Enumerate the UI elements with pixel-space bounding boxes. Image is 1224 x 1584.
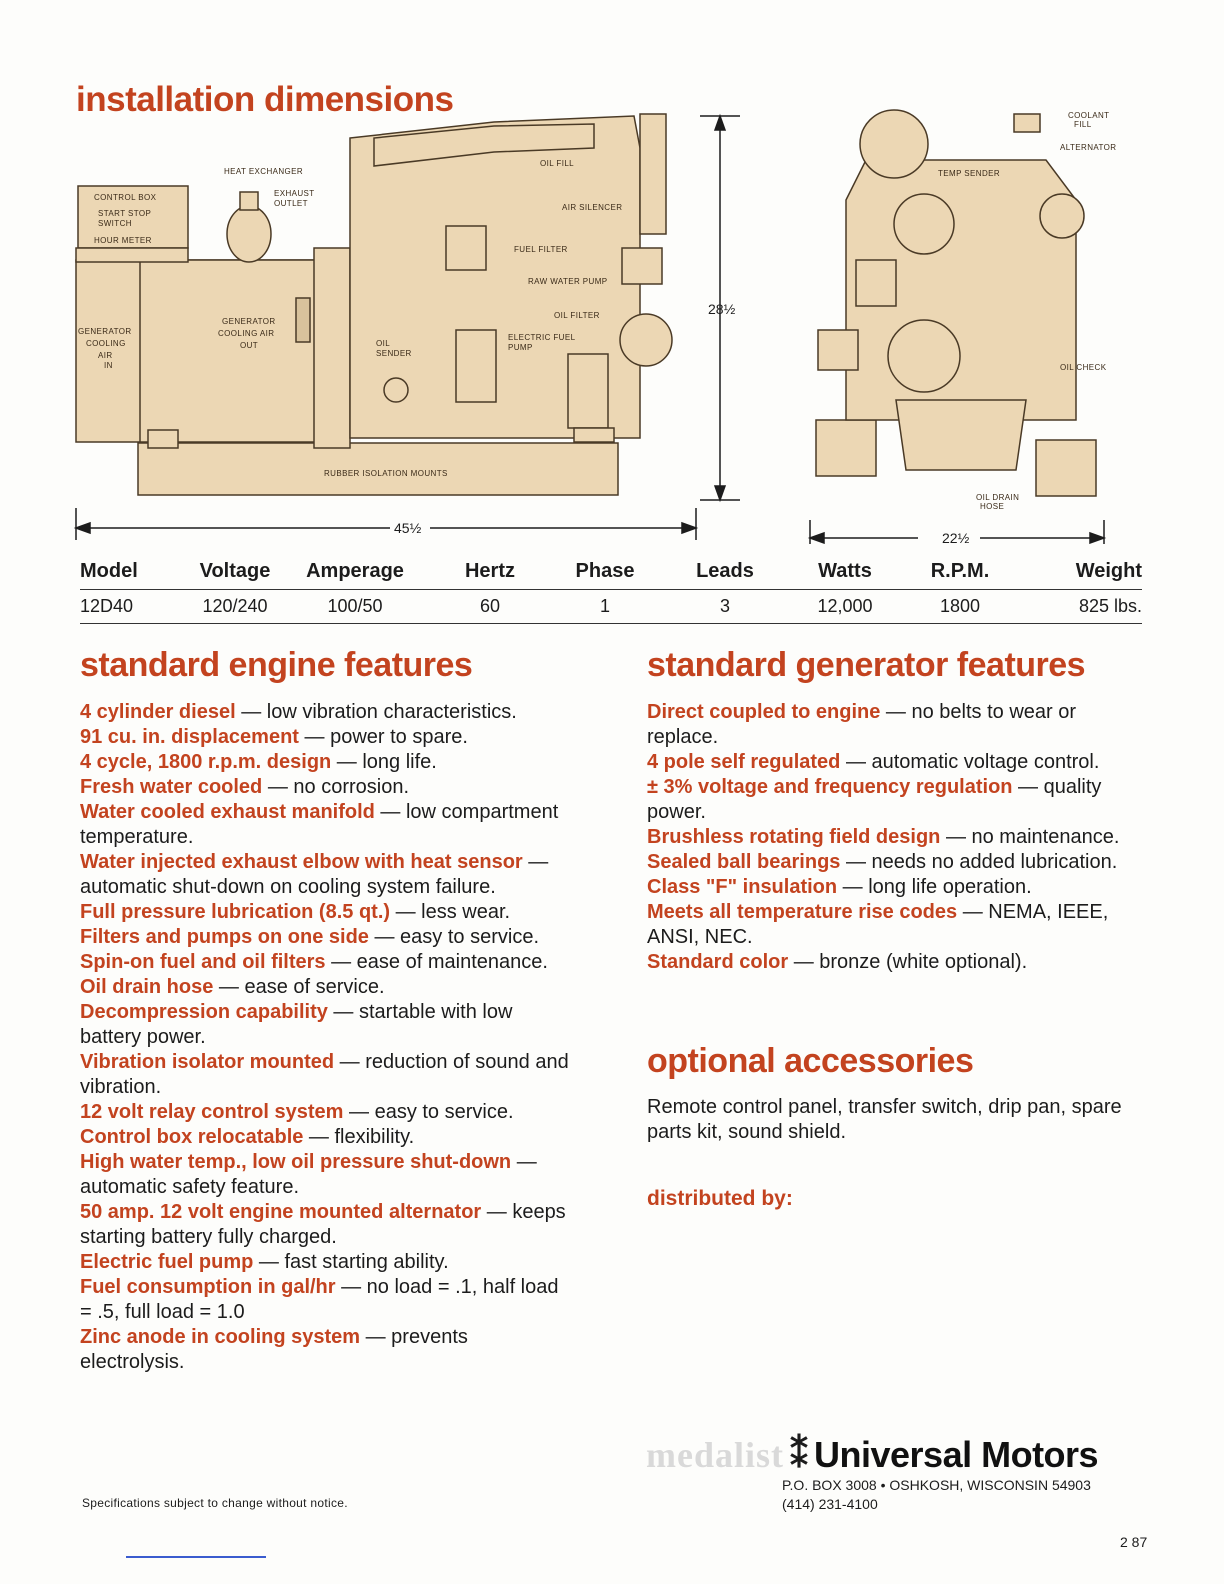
feature-key: Water cooled exhaust manifold xyxy=(80,801,375,823)
feature-desc: — flexibility. xyxy=(303,1126,415,1148)
feature-desc: — quality power. xyxy=(647,776,1102,823)
feature-key: Decompression capability xyxy=(80,1001,328,1023)
width-dimension: 22½ xyxy=(942,530,970,544)
feature-desc: — less wear. xyxy=(390,901,511,923)
label-oil-check: OIL CHECK xyxy=(1060,363,1107,372)
feature-desc: — no corrosion. xyxy=(262,776,410,798)
cell-hertz: 60 xyxy=(430,590,550,624)
label-gen-air-out-1: GENERATOR xyxy=(222,317,276,326)
feature-key: 4 cycle, 1800 r.p.m. design xyxy=(80,751,332,773)
label-temp-sender: TEMP SENDER xyxy=(938,169,1001,178)
cell-model: 12D40 xyxy=(80,590,190,624)
feature-key: Zinc anode in cooling system xyxy=(80,1326,361,1348)
feature-key: Water injected exhaust elbow with heat sensor xyxy=(80,851,523,873)
feature-key: Spin-on fuel and oil filters xyxy=(80,951,326,973)
front-pulley-bottom xyxy=(888,320,960,392)
feature-item xyxy=(80,1050,574,1100)
feature-key: Full pressure lubrication (8.5 qt.) xyxy=(80,901,391,923)
cell-voltage: 120/240 xyxy=(190,590,280,624)
feature-desc: — reduction of sound and vibration. xyxy=(80,1051,569,1098)
label-start-stop-2: SWITCH xyxy=(98,219,132,228)
feature-item xyxy=(647,825,1141,850)
cell-phase: 1 xyxy=(550,590,660,624)
feature-desc: — low vibration characteristics. xyxy=(235,701,517,723)
feature-key: Control box relocatable xyxy=(80,1126,304,1148)
company-phone: (414) 231-4100 xyxy=(782,1496,878,1512)
front-pulley-top xyxy=(860,110,928,178)
feature-key: Fresh water cooled xyxy=(80,776,263,798)
length-dimension: 45½ xyxy=(394,520,422,536)
specs-data-row xyxy=(80,590,1142,624)
feature-item xyxy=(647,775,1141,825)
label-oil-drain-hose-2: HOSE xyxy=(980,502,1005,511)
feature-desc: — no load = .1, half load = .5, full load = 1.0 xyxy=(80,1276,559,1323)
label-oil-filter: OIL FILTER xyxy=(554,311,600,320)
feature-item xyxy=(80,750,574,775)
header-phase: Phase xyxy=(550,556,660,590)
label-gen-air-out-2: COOLING AIR xyxy=(218,329,275,338)
feature-desc: — power to spare. xyxy=(298,726,468,748)
feature-item xyxy=(80,1125,574,1150)
header-amperage: Amperage xyxy=(280,556,430,590)
installation-title: installation dimensions xyxy=(76,80,454,119)
feature-desc: — fast starting ability. xyxy=(253,1251,449,1273)
feature-key: 4 cylinder diesel xyxy=(80,701,236,723)
feature-key: Standard color xyxy=(647,951,789,973)
label-electric-fuel-pump-2: PUMP xyxy=(508,343,533,352)
cell-rpm: 1800 xyxy=(900,590,1020,624)
feature-key: Filters and pumps on one side xyxy=(80,926,369,948)
feature-key: Class "F" insulation xyxy=(647,876,838,898)
feature-key: ± 3% voltage and frequency regulation xyxy=(647,776,1013,798)
feature-key: 12 volt relay control system xyxy=(80,1101,344,1123)
feature-desc: — bronze (white optional). xyxy=(788,951,1028,973)
feature-desc: — automatic voltage control. xyxy=(840,751,1100,773)
label-electric-fuel-pump-1: ELECTRIC FUEL xyxy=(508,333,576,342)
feature-desc: — automatic shut-down on cooling system failure. xyxy=(80,851,549,898)
label-oil-drain-hose-1: OIL DRAIN xyxy=(976,493,1020,502)
feature-desc: — keeps starting battery fully charged. xyxy=(80,1201,566,1248)
generator-body xyxy=(140,260,316,442)
cell-amperage: 100/50 xyxy=(280,590,430,624)
label-exhaust-outlet-1: EXHAUST xyxy=(274,189,315,198)
label-rubber-mounts: RUBBER ISOLATION MOUNTS xyxy=(324,469,448,478)
feature-key: 50 amp. 12 volt engine mounted alternator xyxy=(80,1201,482,1223)
label-gen-air-in-4: IN xyxy=(104,361,113,370)
label-oil-sender-2: SENDER xyxy=(376,349,412,358)
feature-desc: — easy to service. xyxy=(343,1101,514,1123)
label-alternator: ALTERNATOR xyxy=(1060,143,1117,152)
header-hertz: Hertz xyxy=(430,556,550,590)
feature-item xyxy=(80,725,574,750)
feature-item xyxy=(80,1000,574,1050)
feature-item xyxy=(80,1275,574,1325)
generator-features-title: standard generator features xyxy=(647,646,1086,684)
feature-item xyxy=(80,700,574,725)
feature-desc: — long life operation. xyxy=(837,876,1032,898)
feature-desc: — automatic safety feature. xyxy=(80,1151,537,1198)
specs-header-row xyxy=(80,556,1142,590)
feature-key: Brushless rotating field design xyxy=(647,826,941,848)
feature-item xyxy=(80,1250,574,1275)
feature-item xyxy=(647,900,1141,950)
label-gen-air-in-3: AIR xyxy=(98,351,113,360)
header-voltage: Voltage xyxy=(190,556,280,590)
feature-key: 4 pole self regulated xyxy=(647,751,841,773)
page-code: 2 87 xyxy=(1120,1534,1148,1550)
feature-item xyxy=(80,1200,574,1250)
label-start-stop-1: START STOP xyxy=(98,209,152,218)
feature-item xyxy=(80,1100,574,1125)
label-raw-water-pump: RAW WATER PUMP xyxy=(528,277,608,286)
label-control-box: CONTROL BOX xyxy=(94,193,157,202)
feature-key: 91 cu. in. displacement xyxy=(80,726,299,748)
feature-item xyxy=(647,750,1141,775)
feature-desc: — NEMA, IEEE, ANSI, NEC. xyxy=(647,901,1109,948)
height-dimension: 28½ xyxy=(708,301,736,317)
feature-item xyxy=(80,950,574,975)
feature-key: Direct coupled to engine xyxy=(647,701,881,723)
feature-desc: — long life. xyxy=(331,751,437,773)
engine-features-title: standard engine features xyxy=(80,646,473,684)
feature-item xyxy=(80,925,574,950)
label-oil-sender-1: OIL xyxy=(376,339,391,348)
brand-block xyxy=(646,1434,1120,1476)
feature-item xyxy=(80,800,574,850)
feature-desc: — startable with low battery power. xyxy=(80,1001,513,1048)
label-gen-air-out-3: OUT xyxy=(240,341,259,350)
label-gen-air-in-1: GENERATOR xyxy=(78,327,132,336)
feature-key: Sealed ball bearings xyxy=(647,851,841,873)
feature-key: Electric fuel pump xyxy=(80,1251,254,1273)
feature-key: Fuel consumption in gal/hr xyxy=(80,1276,336,1298)
feature-desc: — ease of service. xyxy=(213,976,385,998)
feature-desc: — no maintenance. xyxy=(940,826,1120,848)
optional-accessories-text: Remote control panel, transfer switch, drip pan, spare parts kit, sound shield. xyxy=(647,1096,1122,1143)
generator-features-list xyxy=(647,700,1141,975)
feature-desc: — easy to service. xyxy=(368,926,539,948)
feature-item xyxy=(647,950,1141,975)
cell-weight: 825 lbs. xyxy=(1020,590,1142,624)
feature-desc: — ease of maintenance. xyxy=(325,951,548,973)
feature-item xyxy=(80,975,574,1000)
cell-leads: 3 xyxy=(660,590,790,624)
engine-features-list xyxy=(80,700,574,1375)
feature-desc: — no belts to wear or replace. xyxy=(647,701,1077,748)
feature-desc: — prevents electrolysis. xyxy=(80,1326,468,1373)
feature-desc: — needs no added lubrication. xyxy=(840,851,1118,873)
header-rpm: R.P.M. xyxy=(900,556,1020,590)
header-leads: Leads xyxy=(660,556,790,590)
logo-mark-icon: ⁑ xyxy=(790,1434,808,1475)
label-coolant-fill-2: FILL xyxy=(1074,120,1092,129)
feature-item xyxy=(80,775,574,800)
company-name: Universal Motors xyxy=(814,1434,1099,1475)
medalist-logo: medalist xyxy=(646,1435,784,1475)
cell-watts: 12,000 xyxy=(790,590,900,624)
feature-key: Oil drain hose xyxy=(80,976,214,998)
feature-item xyxy=(647,700,1141,750)
label-gen-air-in-2: COOLING xyxy=(86,339,126,348)
company-address: P.O. BOX 3008 • OSHKOSH, WISCONSIN 54903 xyxy=(782,1477,1091,1493)
label-hour-meter: HOUR METER xyxy=(94,236,152,245)
header-watts: Watts xyxy=(790,556,900,590)
feature-key: Meets all temperature rise codes xyxy=(647,901,958,923)
oil-filter-shape xyxy=(620,314,672,366)
feature-item xyxy=(80,1150,574,1200)
label-coolant-fill-1: COOLANT xyxy=(1068,111,1110,120)
feature-item xyxy=(647,875,1141,900)
label-fuel-filter: FUEL FILTER xyxy=(514,245,568,254)
feature-item xyxy=(647,850,1141,875)
header-weight: Weight xyxy=(1020,556,1142,590)
header-model: Model xyxy=(80,556,190,590)
bottom-rule xyxy=(126,1556,266,1558)
label-air-silencer: AIR SILENCER xyxy=(562,203,623,212)
feature-item xyxy=(80,1325,574,1375)
feature-item xyxy=(80,850,574,900)
side-view-diagram xyxy=(74,108,754,548)
distributed-by-label: distributed by: xyxy=(647,1187,793,1210)
front-view-diagram xyxy=(806,100,1136,544)
feature-key: Vibration isolator mounted xyxy=(80,1051,335,1073)
label-heat-exchanger: HEAT EXCHANGER xyxy=(224,167,304,176)
feature-item xyxy=(80,900,574,925)
feature-key: High water temp., low oil pressure shut-down xyxy=(80,1151,512,1173)
feature-desc: — low compartment temperature. xyxy=(80,801,559,848)
disclaimer: Specifications subject to change without notice. xyxy=(82,1496,348,1510)
specs-table xyxy=(80,556,1142,624)
label-oil-fill: OIL FILL xyxy=(540,159,575,168)
label-exhaust-outlet-2: OUTLET xyxy=(274,199,308,208)
optional-accessories-title: optional accessories xyxy=(647,1042,974,1080)
